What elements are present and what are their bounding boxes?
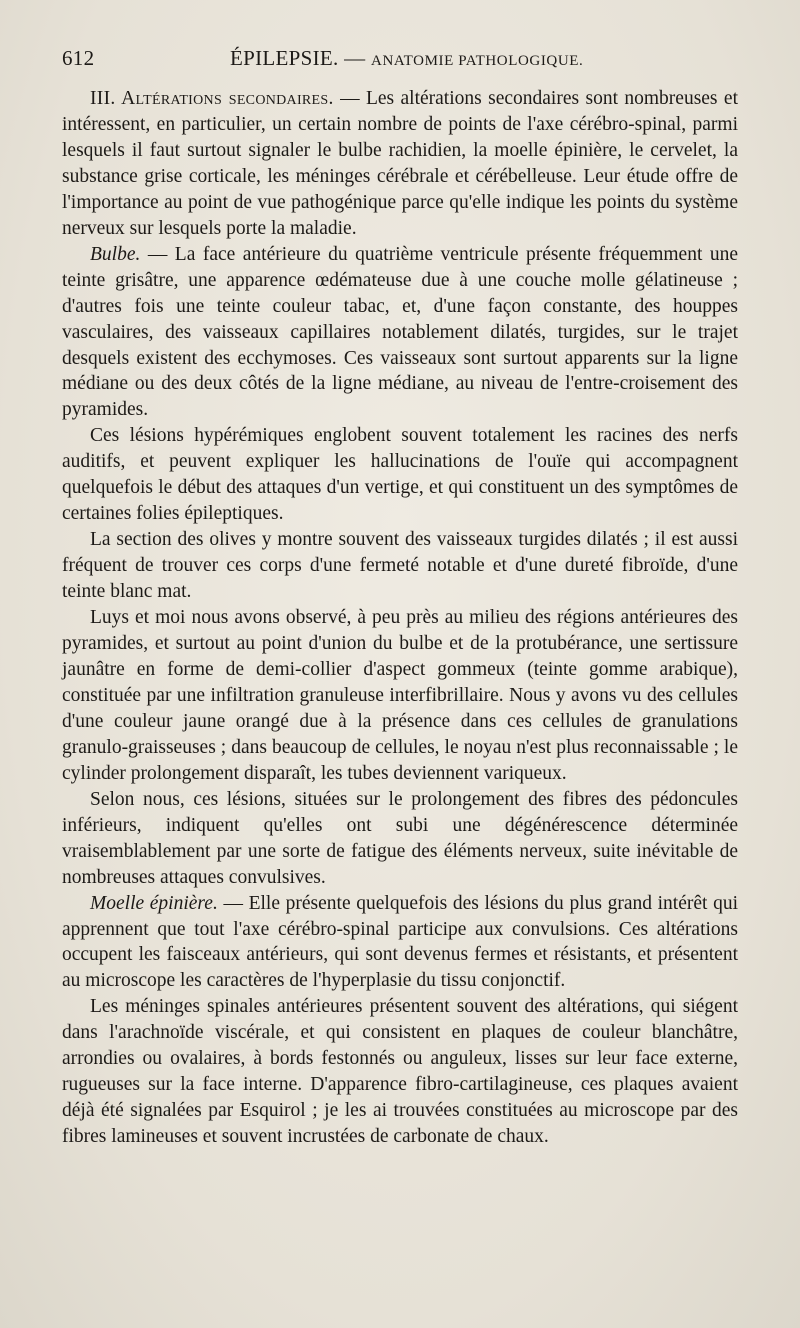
section-heading: III. Altérations secondaires. xyxy=(90,88,334,109)
paragraph-text: La section des olives y montre souvent des vaisseaux turgides dilatés ; il est aussi fréquent de trouver ces corps d'une fermeté notable et d'une dureté fibroïde, d'une teinte blanc mat. xyxy=(62,529,738,603)
paragraph xyxy=(62,891,738,995)
book-page xyxy=(62,40,738,1150)
paragraph xyxy=(62,605,738,787)
chapter-title: ÉPILEPSIE. xyxy=(230,46,339,70)
subsection-heading: Bulbe. xyxy=(90,243,141,265)
paragraph-text: Les méninges spinales antérieures présentent souvent des altérations, qui siégent dans l'arachnoïde viscérale, et qui consistent en plaques de couleur blanchâtre, arrondies ou ovalaires, à bords festonnés ou anguleux, lisses sur leur face externe, rugueuses sur la face interne. D'apparence fibro-cartilagineuse, ces plaques avaient déjà été signalées par Esquirol ; je les ai trouvées constituées au microscope par des fibres lamineuses et souvent incrustées de carbonate de chaux. xyxy=(62,996,738,1148)
paragraph xyxy=(62,242,738,424)
page-number: 612 xyxy=(62,46,95,70)
running-title xyxy=(230,46,583,71)
running-head xyxy=(62,40,738,80)
paragraph-text: Selon nous, ces lésions, situées sur le prolongement des fibres des pédoncules inférieurs, indiquent qu'elles ont subi une dégénérescence déterminée vraisemblablement par une sorte de fatigue des éléments nerveux, suite inévitable de nombreuses attaques convulsives. xyxy=(62,788,738,888)
paragraph xyxy=(62,423,738,527)
paragraph-text: — La face antérieure du quatrième ventricule présente fréquemment une teinte grisâtre, une apparence œdémateuse due à une couche molle gélatineuse ; d'autres fois une teinte couleur tabac, et, d'une façon constante, des houppes vasculaires, des vaisseaux capillaires notablement dilatés, turgides, sur le trajet desquels existent des ecchymoses. Ces vaisseaux sont surtout apparents sur la ligne médiane ou des deux côtés de la ligne médiane, au niveau de l'entre-croisement des pyramides. xyxy=(62,243,738,421)
section-title: ANATOMIE PATHOLOGIQUE. xyxy=(371,53,584,69)
paragraph xyxy=(62,527,738,605)
subsection-heading: Moelle épinière. xyxy=(90,892,218,914)
paragraph-text: Ces lésions hypérémiques englobent souvent totalement les racines des nerfs auditifs, et peuvent expliquer les hallucinations de l'ouïe qui accompagnent quelquefois le début des attaques d'un vertige, et qui constituent un des symptômes de certaines folies épileptiques. xyxy=(62,425,738,525)
title-separator: — xyxy=(344,46,366,70)
paragraph xyxy=(62,86,738,242)
body-text xyxy=(62,86,738,1150)
paragraph-text: Luys et moi nous avons observé, à peu près au milieu des régions antérieures des pyramides, et surtout au point d'union du bulbe et de la protubérance, une sertissure jaunâtre en forme de demi-collier d'aspect gommeux (teinte gomme arabique), constituée par une infiltration granuleuse interfibrillaire. Nous y avons vu des cellules d'une couleur jaune orangé due à la présence dans ces cellules de granulations granulo-graisseuses ; dans beaucoup de cellules, le noyau n'est plus reconnaissable ; le cylinder prolongement disparaît, les tubes deviennent variqueux. xyxy=(62,607,738,784)
paragraph-text: — Elle présente quelquefois des lésions du plus grand intérêt qui apprennent que tout l'axe cérébro-spinal participe aux convulsions. Ces altérations occupent les faisceaux antérieurs, qui sont devenus fermes et résistants, et présentent au microscope les caractères de l'hyperplasie du tissu conjonctif. xyxy=(62,892,738,992)
paragraph-text: — Les altérations secondaires sont nombreuses et intéressent, en particulier, un certain nombre de points de l'axe cérébro-spinal, parmi lesquels il faut surtout signaler le bulbe rachidien, la moelle épinière, le cervelet, la substance grise corticale, les méninges cérébrale et cérébelleuse. Leur étude offre de l'importance au point de vue pathogénique parce qu'elle indique les points du système nerveux sur lesquels porte la maladie. xyxy=(62,88,738,239)
paragraph xyxy=(62,994,738,1150)
paragraph xyxy=(62,787,738,891)
